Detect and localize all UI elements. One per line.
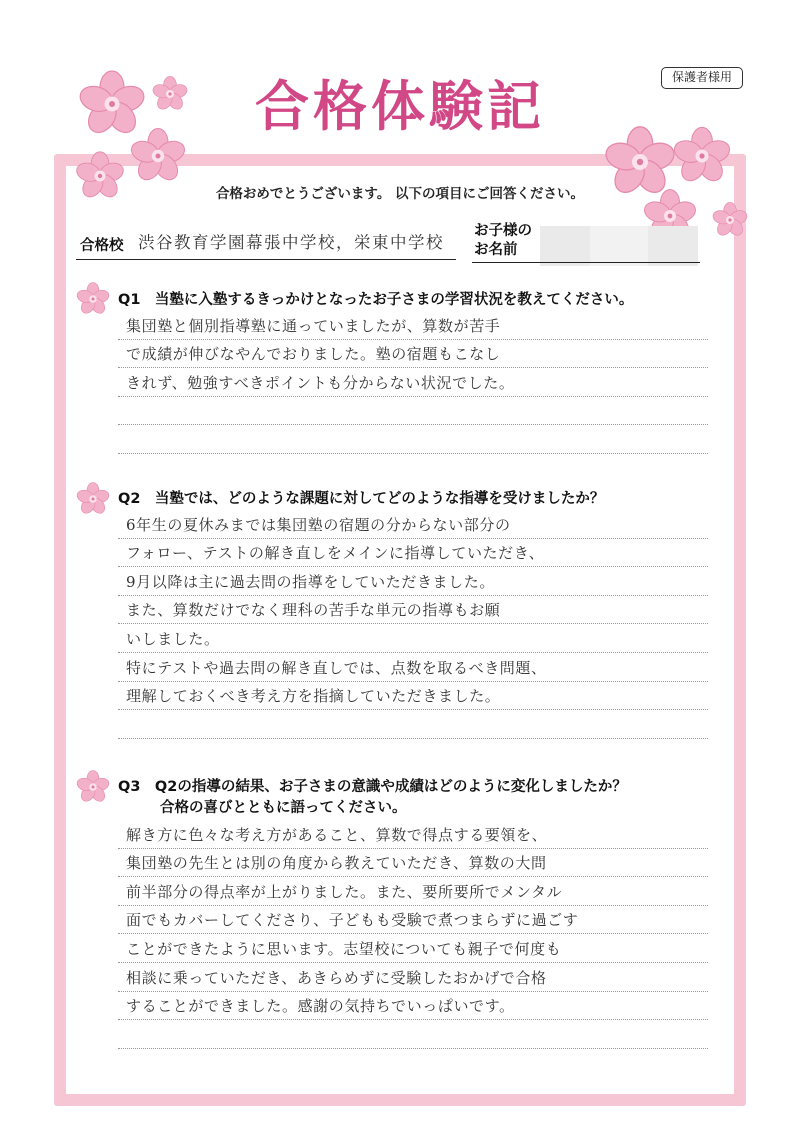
q3-answer xyxy=(118,820,708,1049)
child-name-label-line2: お名前 xyxy=(474,242,518,258)
q1-answer xyxy=(118,311,708,454)
q3-question: Q3 Q2の指導の結果、お子さまの意識や成績はどのように変化しましたか？ xyxy=(118,779,627,795)
answer-line: きれず、勉強すべきポイントも分からない状況でした。 xyxy=(118,368,708,397)
answer-line xyxy=(118,1020,708,1049)
answer-line: 6年生の夏休みまでは集団塾の宿題の分からない部分の xyxy=(118,510,708,539)
q2-blossom-icon xyxy=(76,482,110,516)
answer-line: 集団塾と個別指導塾に通っていましたが、算数が苦手 xyxy=(118,311,708,340)
intro-text: 合格おめでとうございます。 以下の項目にご回答ください。 xyxy=(215,186,585,202)
answer-line xyxy=(118,397,708,426)
q3-blossom-icon xyxy=(76,770,110,804)
answer-line: 9月以降は主に過去問の指導をしていただきました。 xyxy=(118,567,708,596)
child-name-redacted xyxy=(540,226,698,266)
answer-line: 相談に乗っていただき、あきらめずに受験したおかげで合格 xyxy=(118,963,708,992)
answer-line: 集団塾の先生とは別の角度から教えていただき、算数の大問 xyxy=(118,849,708,878)
answer-line: フォロー、テストの解き直しをメインに指導していただき、 xyxy=(118,539,708,568)
answer-line: 前半部分の得点率が上がりました。また、要所要所でメンタル xyxy=(118,877,708,906)
child-name-label xyxy=(474,222,532,260)
answer-line xyxy=(118,710,708,739)
answer-line: で成績が伸びなやんでおりました。塾の宿題もこなし xyxy=(118,340,708,369)
school-value: 渋谷教育学園幕張中学校，栄東中学校 xyxy=(138,233,444,252)
page-title: 合格体験記 xyxy=(255,74,545,138)
child-name-label-line1: お子様の xyxy=(474,223,532,239)
q1-blossom-icon xyxy=(76,282,110,316)
school-label: 合格校 xyxy=(80,238,124,254)
answer-line: また、算数だけでなく理科の苦手な単元の指導もお願 xyxy=(118,596,708,625)
answer-line: いしました。 xyxy=(118,624,708,653)
answer-line: 面でもカバーしてくださり、子どもも受験で煮つまらずに過ごす xyxy=(118,906,708,935)
school-underline xyxy=(76,259,456,260)
answer-line: することができました。感謝の気持ちでいっぱいです。 xyxy=(118,992,708,1021)
answer-line: ことができたように思います。志望校についても親子で何度も xyxy=(118,934,708,963)
guardian-badge: 保護者様用 xyxy=(661,67,743,89)
name-underline xyxy=(472,262,700,263)
answer-line: 理解しておくべき考え方を指摘していただきました。 xyxy=(118,682,708,711)
q2-question: Q2 当塾では、どのような課題に対してどのような指導を受けましたか？ xyxy=(118,491,605,507)
answer-line: 特にテストや過去問の解き直しでは、点数を取るべき問題、 xyxy=(118,653,708,682)
q2-answer xyxy=(118,510,708,739)
q3-question-line2: 合格の喜びとともに語ってください。 xyxy=(160,800,407,816)
q1-question: Q1 当塾に入塾するきっかけとなったお子さまの学習状況を教えてください。 xyxy=(118,292,634,308)
answer-line: 解き方に色々な考え方があること、算数で得点する要領を、 xyxy=(118,820,708,849)
answer-line xyxy=(118,425,708,454)
